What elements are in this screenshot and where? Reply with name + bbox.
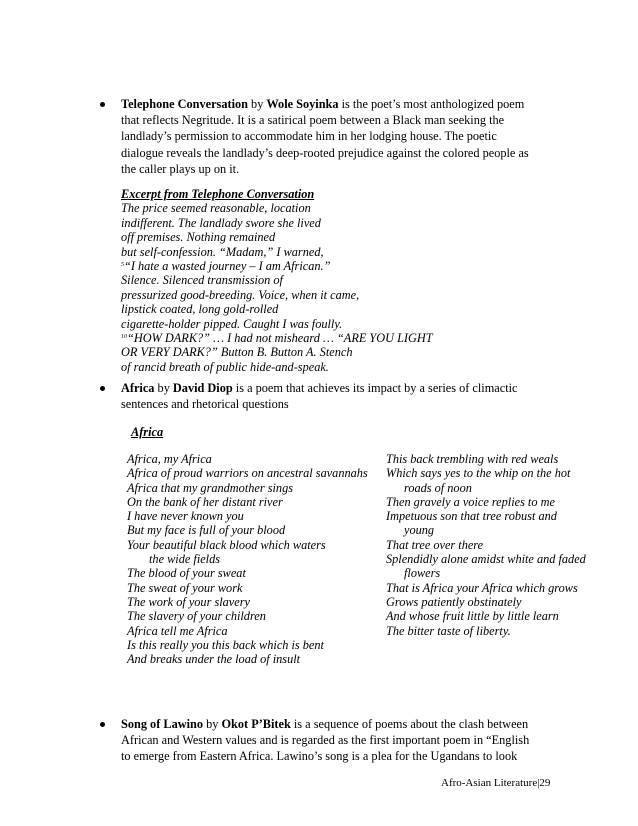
poem-line: Africa tell me Africa [127,623,228,638]
poem-line: On the bank of her distant river [127,494,283,509]
poem-line: roads of noon [404,480,472,495]
poem-line: the wide fields [149,552,221,567]
section-telephone-conversation [107,96,547,374]
poem-line: Silence. Silenced transmission of [121,273,283,288]
section-africa [107,380,547,412]
poem-line: The slavery of your children [127,609,266,624]
work-title: Song of Lawino [121,717,204,731]
poem-line: Is this really you this back which is bent [127,637,324,652]
excerpt-title: Excerpt from Telephone Conversation [121,187,315,202]
page-footer: Afro-Asian Literature|29 [441,777,551,789]
poem-line: And whose fruit little by little learn [386,609,559,624]
section-song-of-lawino [107,716,567,765]
poem-line: pressurized good-breeding. Voice, when it came, [121,287,360,302]
poem-line: I have never known you [127,509,244,524]
bullet-icon [100,102,105,107]
poem-line: The bitter taste of liberty. [386,623,511,638]
poem-line: But my face is full of your blood [127,523,286,538]
poem-line: And breaks under the load of insult [127,652,301,667]
poem-line: That is Africa your Africa which grows [386,580,578,595]
bullet-icon [100,722,105,727]
poem-line: Africa that my grandmother sings [127,480,294,495]
section-description: Song of Lawino by Okot P’Bitek is a sequence of poems about the clash between African and Western values and is regarded as the first important poem in “English to emerge from Eastern Africa. Lawino’s song is a plea for the Ugandans to look [121,717,530,764]
africa-poem-right-column [386,452,586,638]
poem-line: Grows patiently obstinately [386,594,522,609]
poem-line: Africa of proud warriors on ancestral savannahs [127,466,368,481]
work-title: Africa [121,381,155,395]
poem-line: Then gravely a voice replies to me [386,494,555,509]
poem-line: The work of your slavery [127,594,250,609]
poem-line: Africa, my Africa [127,452,212,466]
poem-line: of rancid breath of public hide-and-speak. [121,359,329,374]
poem-line: OR VERY DARK?” Button B. Button A. Stench [121,345,353,360]
poem-line: That tree over there [386,537,484,552]
poem-line: Splendidly alone amidst white and faded [386,552,586,567]
line-number: 5 [121,262,124,269]
section-description: Africa by David Diop is a poem that achieves its impact by a series of climactic sentences and rhetorical questions [121,381,518,412]
poem-line: lipstick coated, long gold-rolled [121,302,279,317]
poem-line: cigarette-holder pipped. Caught I was foully. [121,316,343,331]
africa-poem-title: Africa [131,425,164,439]
excerpt-poem [107,187,547,374]
poem-line: flowers [404,566,441,581]
poem-line: The sweat of your work [127,580,243,595]
author-name: David Diop [172,381,233,395]
poem-line: off premises. Nothing remained [121,230,276,245]
author-name: Wole Soyinka [266,97,339,111]
africa-poem-left-column [127,452,368,666]
poem-line: $^5$“I hate a wasted journey – I am African.” [121,259,331,274]
poem-line: This back trembling with red weals [386,452,559,466]
poem-line: Which says yes to the whip on the hot [386,466,571,481]
bullet-icon [100,386,105,391]
poem-line: Impetuous son that tree robust and [386,509,557,524]
line-number: 10 [121,334,127,341]
poem-line: The price seemed reasonable, location [121,201,311,216]
poem-line: $^{10}$“HOW DARK?” … I had not misheard … “ARE YOU LIGHT [121,331,433,346]
poem-line: young [404,523,435,538]
poem-line: indifferent. The landlady swore she lived [121,215,321,230]
poem-line: The blood of your sweat [127,566,246,581]
section-description: Telephone Conversation by Wole Soyinka is the poet’s most anthologized poem that reflects Negritude. It is a satirical poem between a Black man seeking the landlady’s permission to accommodate him in her lodging house. The poetic dialogue reveals the landlady’s deep-rooted prejudice against the colored people as the caller plays up on it. [121,97,529,176]
poem-line: but self-confession. “Madam,” I warned, [121,244,324,259]
author-name: Okot P’Bitek [221,717,291,731]
work-title: Telephone Conversation [121,97,248,111]
poem-line: Your beautiful black blood which waters [127,537,326,552]
